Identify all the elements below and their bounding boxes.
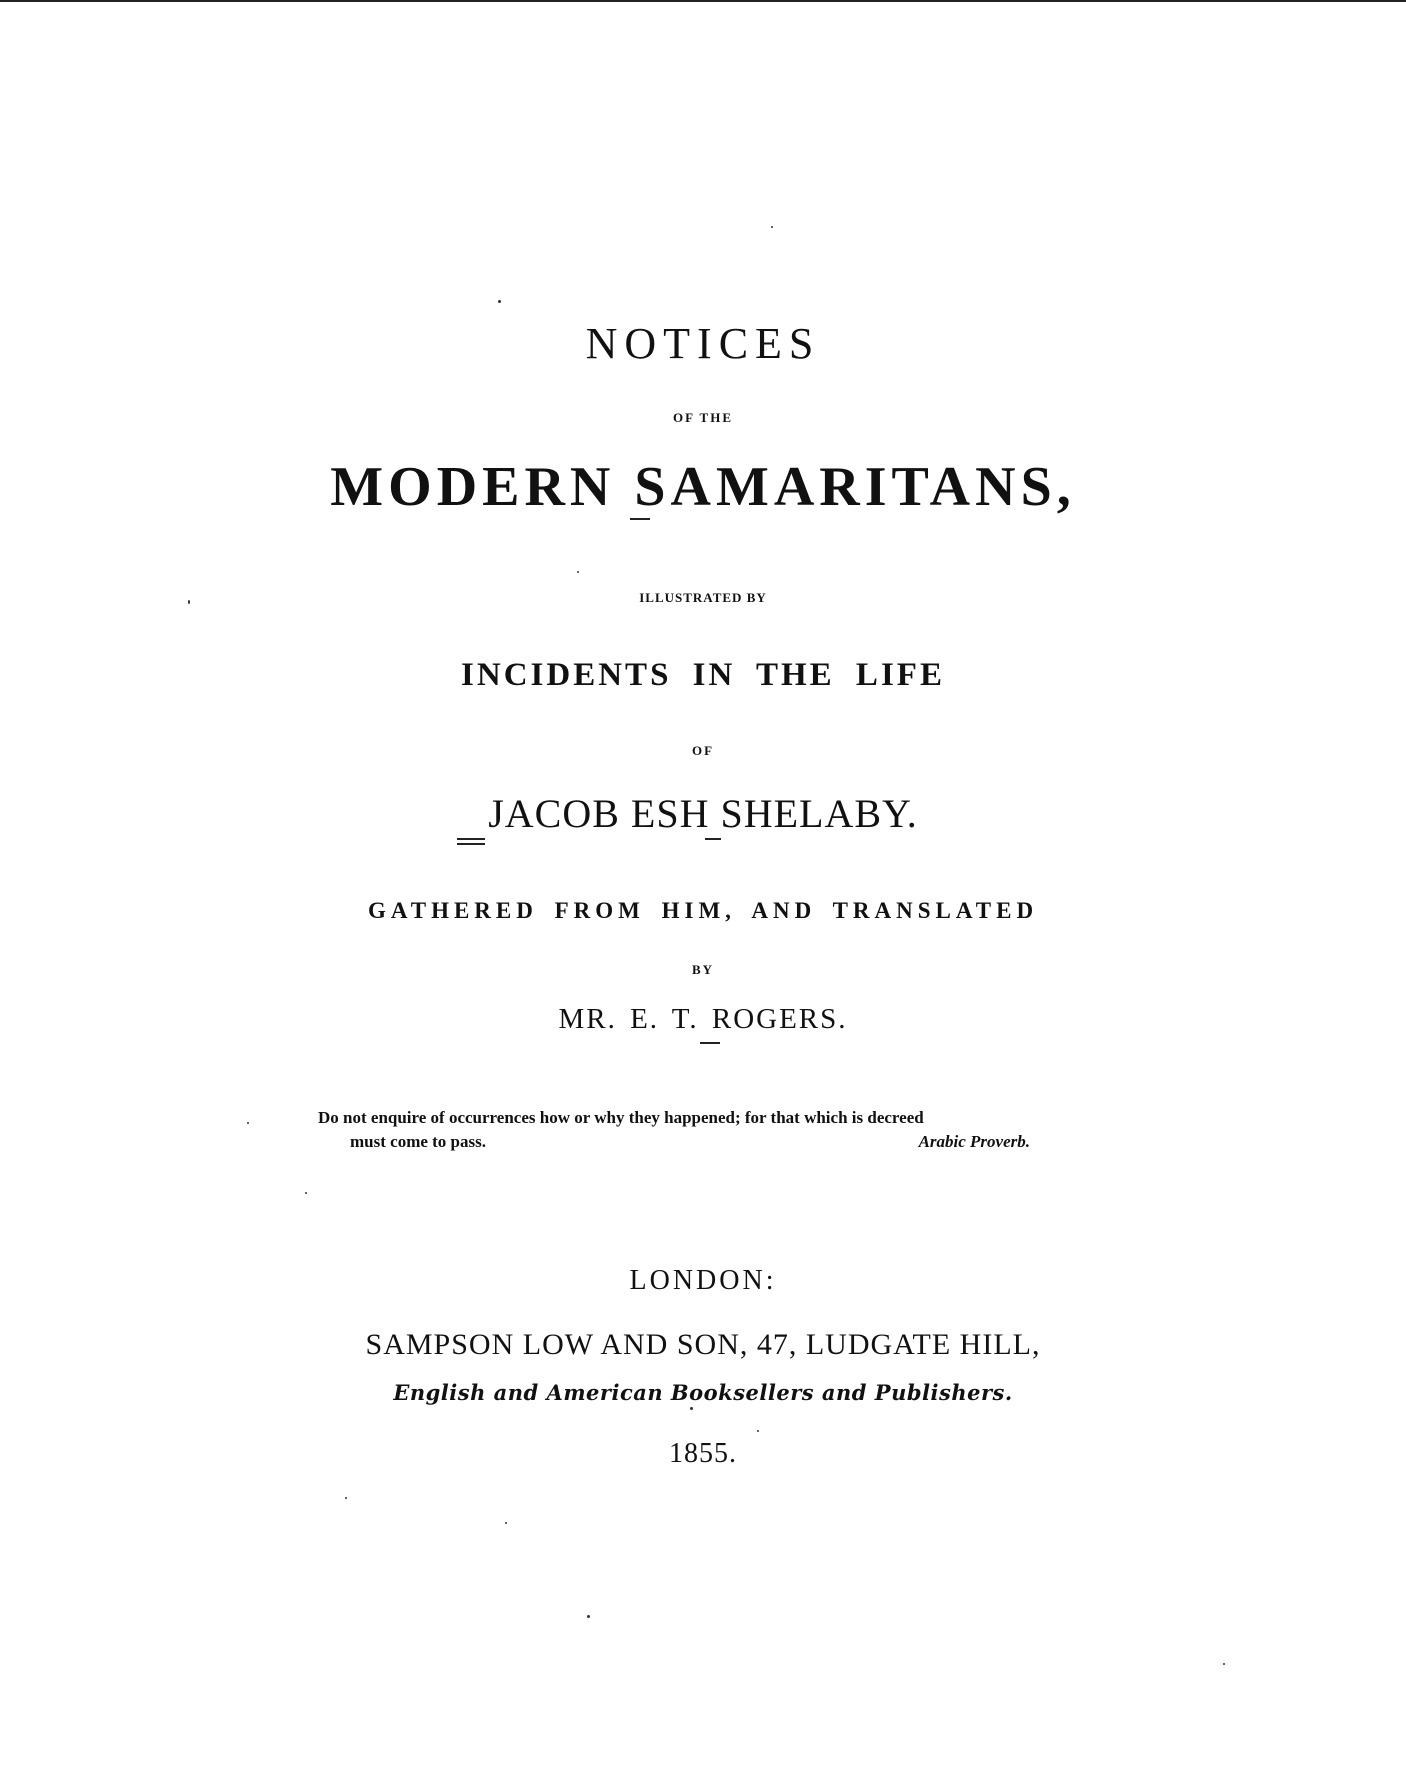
scan-speck <box>587 1615 590 1618</box>
connector-of: OF <box>691 743 715 758</box>
pencil-underline-mark <box>457 838 485 840</box>
scan-speck <box>771 226 773 228</box>
epigraph-attribution: Arabic Proverb. <box>918 1132 1030 1151</box>
subtitle-incidents: INCIDENTS IN THE LIFE <box>461 657 945 693</box>
scan-speck <box>247 1122 249 1124</box>
scan-speck <box>1223 1663 1225 1665</box>
epigraph <box>318 1106 1050 1154</box>
scan-speck <box>690 1407 693 1410</box>
imprint-year: 1855. <box>669 1438 737 1469</box>
connector-by: BY <box>691 962 715 977</box>
pencil-underline-mark <box>700 1042 720 1044</box>
pencil-underline-mark <box>630 518 650 520</box>
epigraph-line-2 <box>318 1130 1050 1154</box>
scan-speck <box>757 1430 759 1432</box>
epigraph-text-end: must come to pass. <box>350 1132 486 1151</box>
epigraph-line-1: Do not enquire of occurrences how or why they happened; for that which is decreed <box>318 1108 924 1127</box>
pencil-underline-mark <box>705 838 721 840</box>
scan-speck <box>305 1192 307 1194</box>
subtitle-modern-samaritans: MODERN SAMARITANS, <box>330 456 1076 518</box>
connector-of-the: OF THE <box>672 410 734 425</box>
subject-name: JACOB ESH SHELABY. <box>488 791 918 836</box>
scan-speck <box>188 600 190 604</box>
gathered-line: GATHERED FROM HIM, AND TRANSLATED <box>367 898 1039 923</box>
title-notices: NOTICES <box>585 319 821 368</box>
connector-illustrated-by: ILLUSTRATED BY <box>639 590 767 605</box>
imprint-city: LONDON: <box>629 1265 777 1296</box>
imprint-publisher: SAMPSON LOW AND SON, 47, LUDGATE HILL, <box>365 1328 1041 1361</box>
scan-speck <box>505 1522 507 1524</box>
pencil-underline-mark <box>457 843 485 845</box>
translator-name: MR. E. T. ROGERS. <box>558 1003 848 1035</box>
scan-speck <box>345 1497 347 1499</box>
top-border-rule <box>0 0 1406 2</box>
scan-speck <box>498 300 501 303</box>
imprint-publisher-description: English and American Booksellers and Publishers. <box>393 1380 1013 1405</box>
scan-speck <box>577 571 579 573</box>
